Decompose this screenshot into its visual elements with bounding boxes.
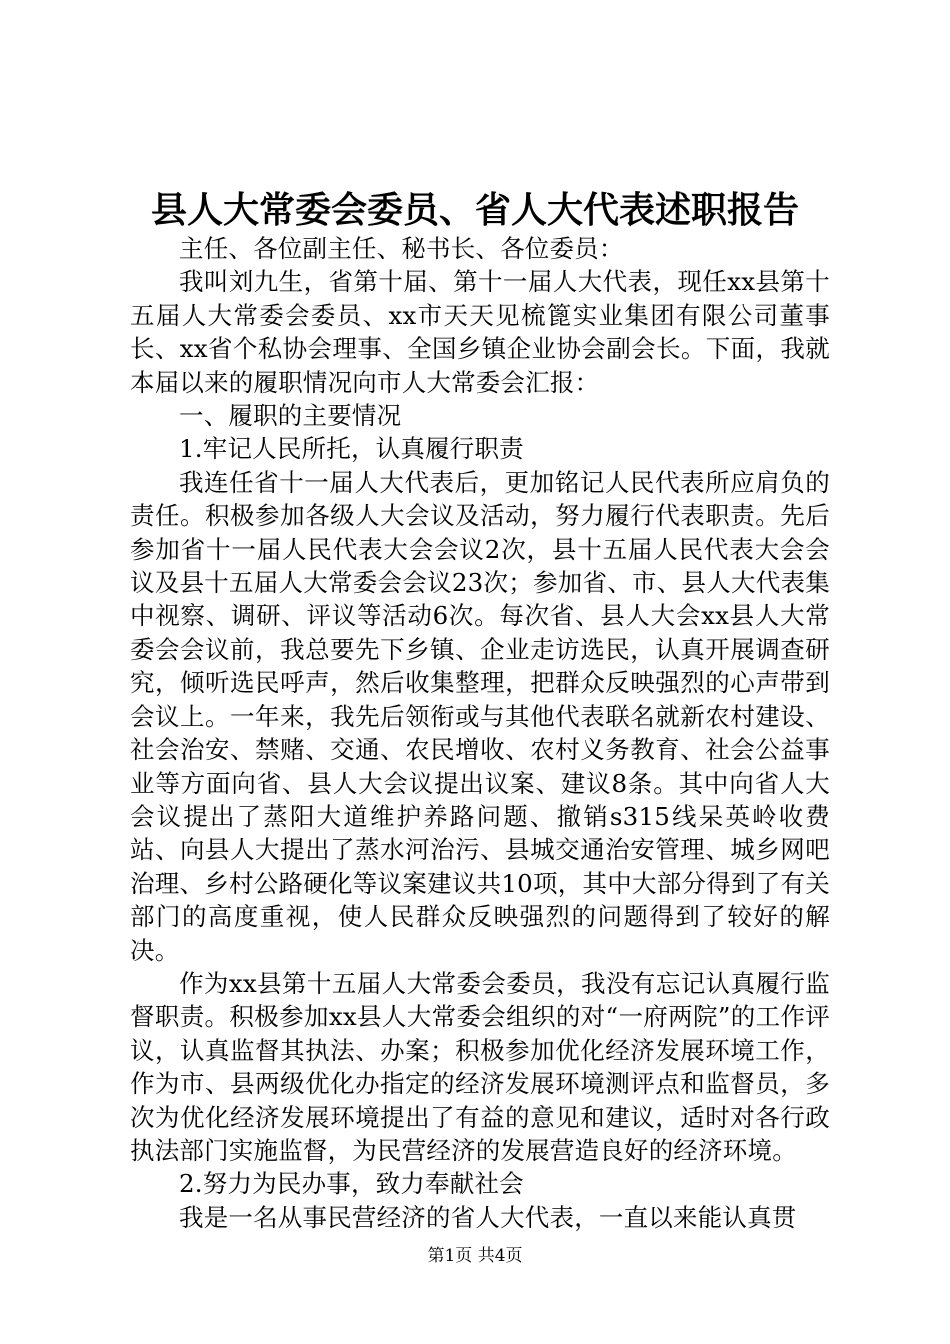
document-body [130,232,830,1234]
body-paragraph: 作为xx县第十五届人大常委会委员，我没有忘记认真履行监督职责。积极参加xx县人大常委会组织的对“一府两院”的工作评议，认真监督其执法、办案；积极参加优化经济发展环境工作，作为市、县两级优化办指定的经济发展环境测评点和监督员，多次为优化经济发展环境提出了有益的意见和建议，适时对各行政执法部门实施监督，为民营经济的发展营造良好的经济环境。 [130,968,830,1165]
salutation-paragraph: 主任、各位副主任、秘书长、各位委员： [179,234,624,263]
body-paragraph: 我是一名从事民营经济的省人大代表，一直以来能认真贯 [179,1202,797,1232]
body-paragraph: 我连任省十一届人大代表后，更加铭记人民代表所应肩负的责任。积极参加各级人大会议及活动，努力履行代表职责。先后参加省十一届人民代表大会会议2次，县十五届人民代表大会会议及县十五届人大常委会会议23次；参加省、市、县人大代表集中视察、调研、评议等活动6次。每次省、县人大会xx县人大常委会会议前，我总要先下乡镇、企业走访选民，认真开展调查研究，倾听选民呼声，然后收集整理，把群众反映强烈的心声带到会议上。一年来，我先后领衔或与其他代表联名就新农村建设、社会治安、禁赌、交通、农民增收、农村义务教育、社会公益事业等方面向省、县人大会议提出议案、建议8条。其中向省人大会议提出了蒸阳大道维护养路问题、撤销s315线呆英岭收费站、向县人大提出了蒸水河治污、县城交通治安管理、城乡网吧治理、乡村公路硬化等议案建议共10项，其中大部分得到了有关部门的高度重视，使人民群众反映强烈的问题得到了较好的解决。 [130,467,830,965]
introduction-paragraph: 我叫刘九生，省第十届、第十一届人大代表，现任xx县第十五届人大常委会委员、xx市天天见梳篦实业集团有限公司董事长、xx省个私协会理事、全国乡镇企业协会副会长。下面，我就本届以来的履职情况向市人大常委会汇报： [130,267,830,397]
subsection-heading: 2.努力为民办事，致力奉献社会 [179,1169,524,1199]
document-title: 县人大常委会委员、省人大代表述职报告 [150,189,799,231]
subsection-heading: 1.牢记人民所托，认真履行职责 [179,434,524,464]
page-number-footer: 第1页 共4页 [427,1246,523,1266]
section-heading: 一、履职的主要情况 [179,401,402,431]
